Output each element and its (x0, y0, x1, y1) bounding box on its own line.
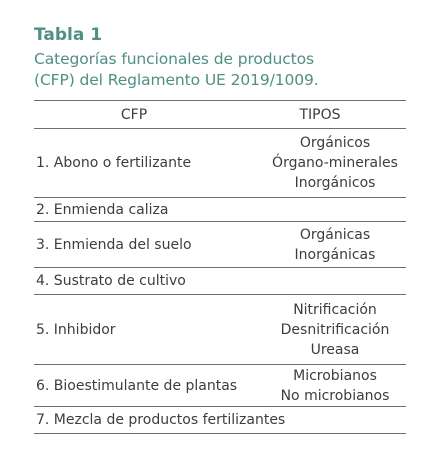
caption-line-1: Categorías funcionales de productos (34, 50, 314, 68)
table-row (34, 198, 406, 222)
tipo-item: Microbianos (293, 367, 377, 384)
tipo-item: Orgánicos (299, 135, 371, 151)
table-header-row (34, 101, 406, 129)
tipo-item: Ureasa (310, 341, 360, 358)
tipo-item: No microbianos (280, 387, 390, 404)
tipo-item: Inorgánicos (294, 175, 376, 191)
cfp-cell: 2. Enmienda caliza (36, 201, 169, 218)
table-row (34, 129, 406, 198)
tipo-item: Inorgánicas (294, 246, 376, 263)
table-row (34, 407, 406, 434)
tipo-item: Orgánicas (299, 226, 371, 243)
table-row (34, 295, 406, 365)
tipos-cell (264, 268, 406, 294)
header-tipos: TIPOS (299, 106, 341, 123)
cfp-table (34, 100, 406, 434)
tipos-cell (264, 222, 406, 267)
header-cfp: CFP (120, 106, 148, 123)
cfp-cell: 4. Sustrato de cultivo (36, 273, 186, 289)
table-row (34, 222, 406, 268)
tipos-cell (264, 295, 406, 364)
cfp-cell: 7. Mezcla de productos fertilizantes (36, 412, 286, 428)
tipos-cell (264, 365, 406, 406)
cfp-cell: 5. Inhibidor (36, 321, 116, 338)
table-row (34, 268, 406, 295)
cfp-cell: 6. Bioestimulante de plantas (36, 377, 238, 394)
tipo-item: Desnitrificación (280, 321, 390, 338)
table-caption (34, 49, 406, 91)
tipo-item: Órgano-minerales (272, 155, 398, 171)
cfp-cell: 1. Abono o fertilizante (36, 155, 192, 171)
table-row (34, 365, 406, 407)
table-label: Tabla 1 (34, 25, 103, 45)
cfp-cell: 3. Enmienda del suelo (36, 236, 192, 253)
caption-line-2: (CFP) del Reglamento UE 2019/1009. (34, 71, 319, 89)
tipo-item: Nitrificación (293, 301, 377, 318)
tipos-cell (264, 198, 406, 221)
table-figure (34, 24, 406, 434)
tipos-cell (264, 129, 406, 197)
